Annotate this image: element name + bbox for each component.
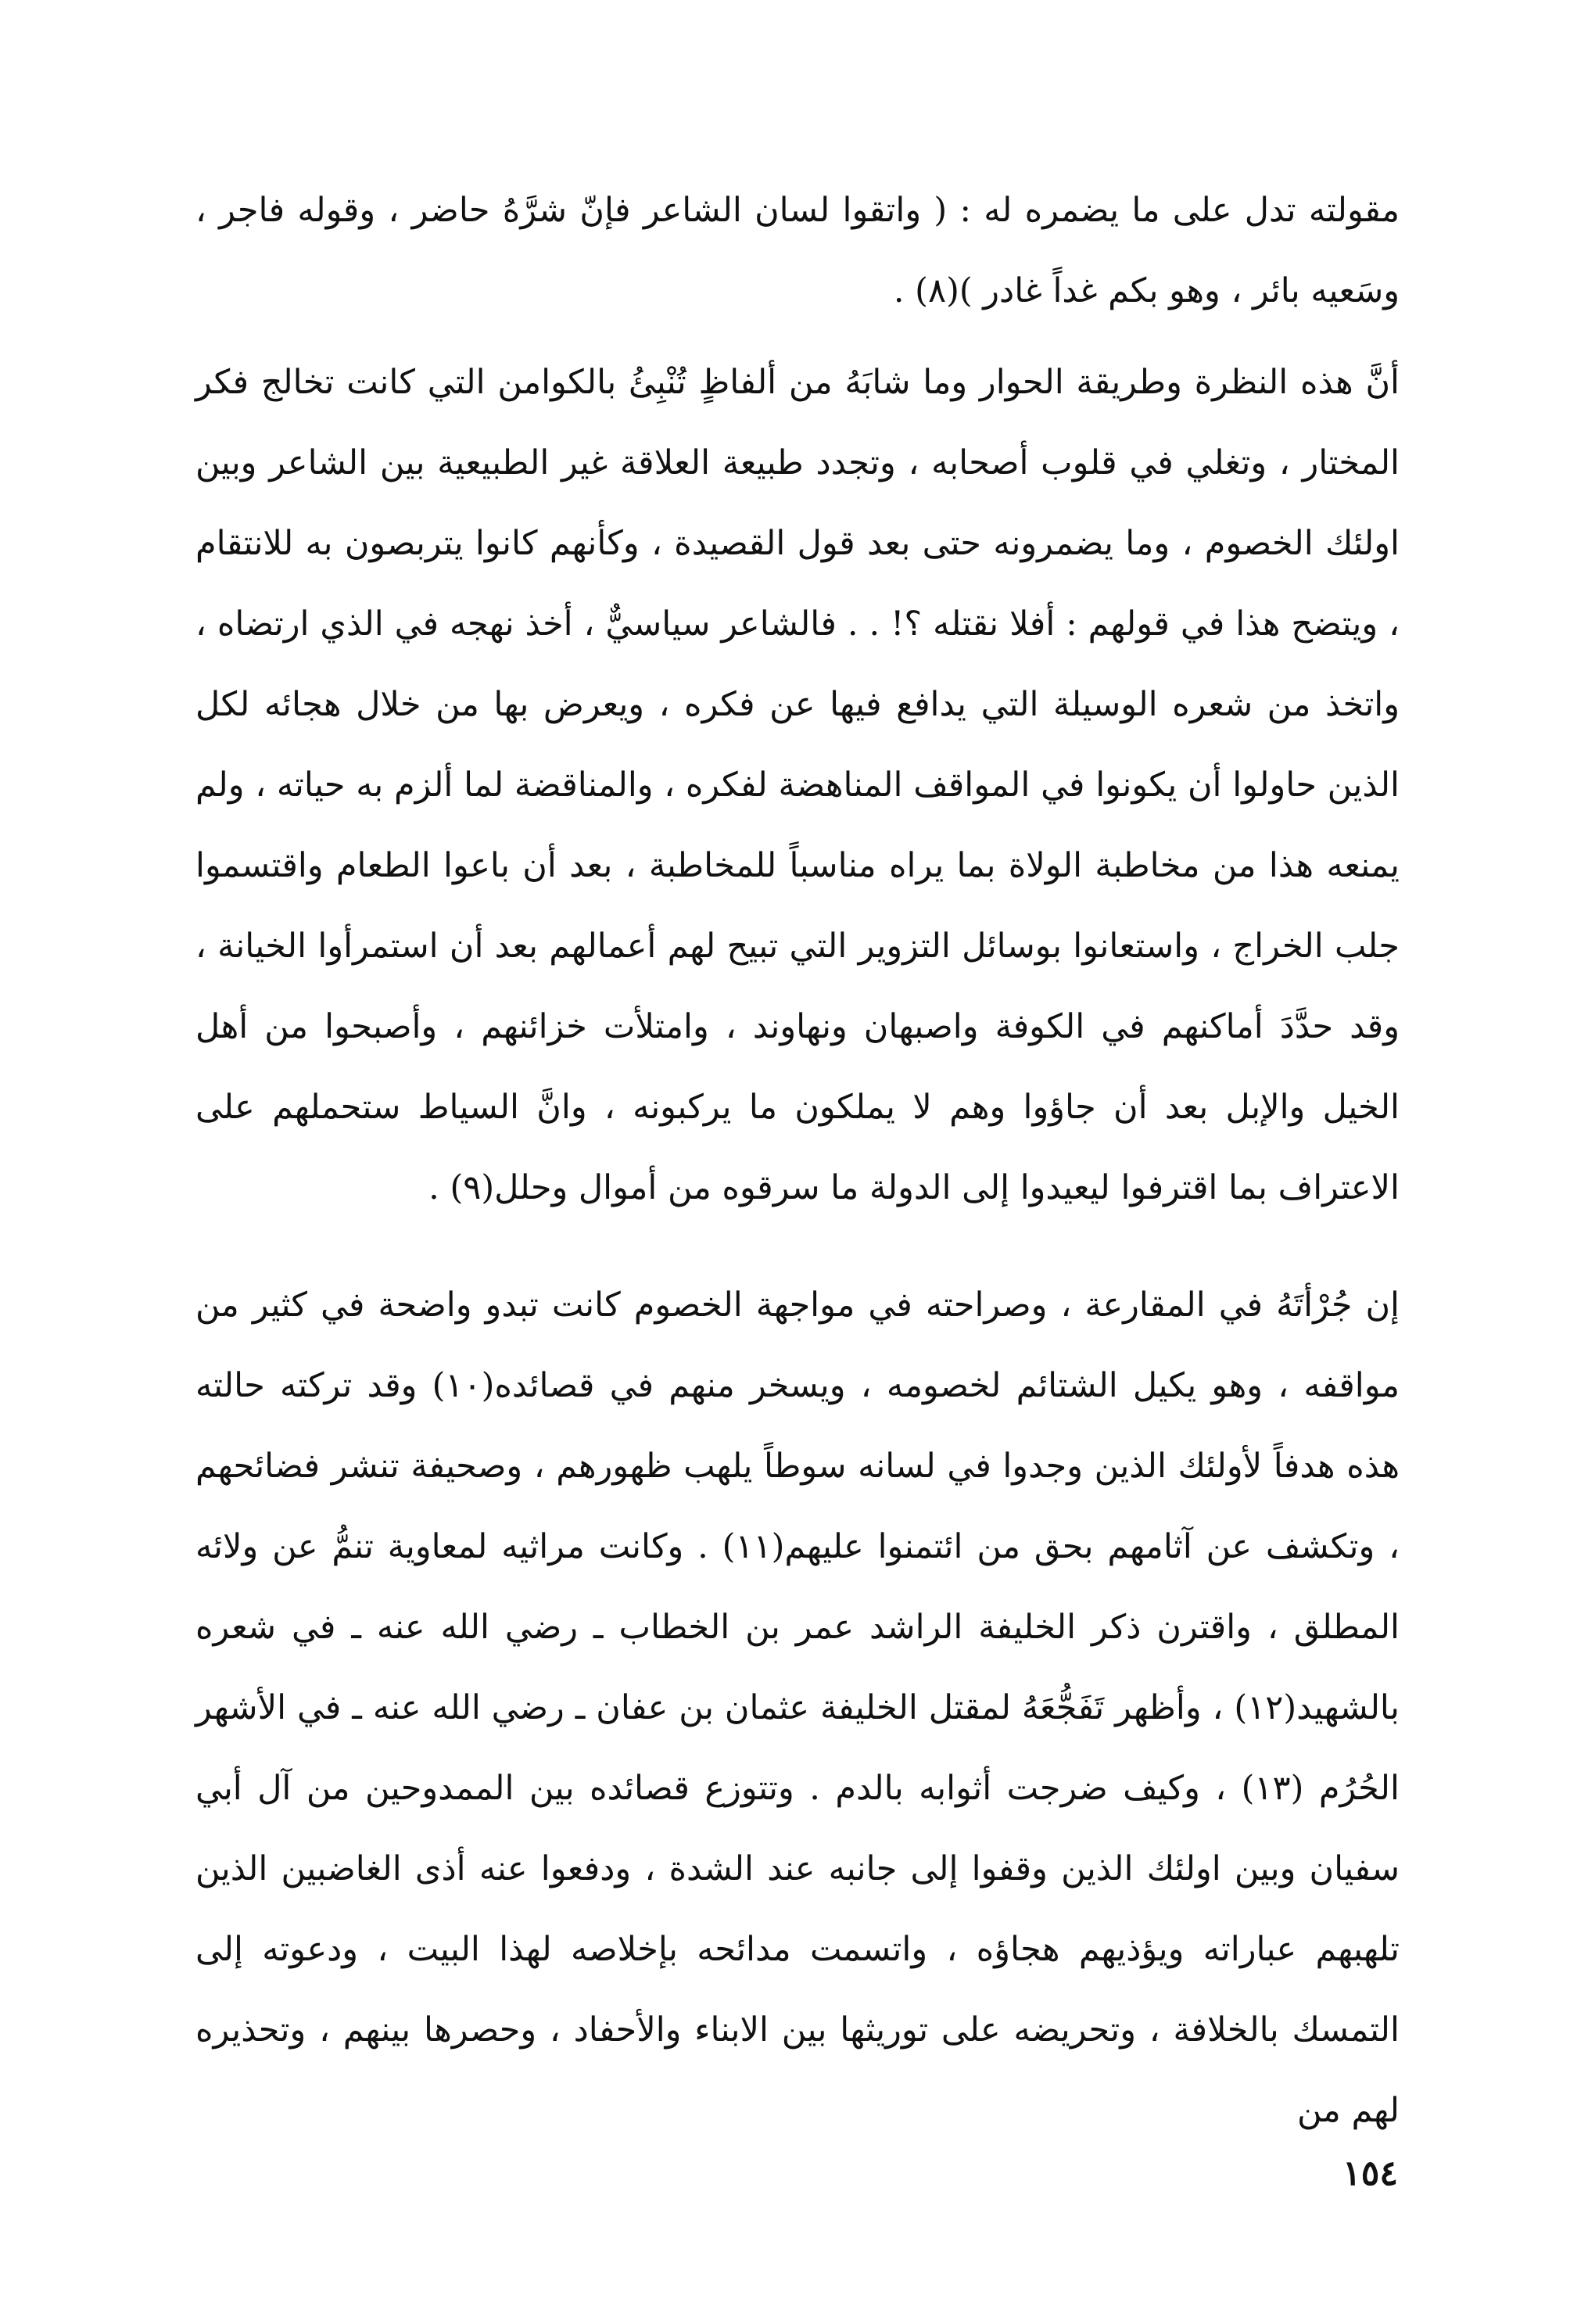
- paragraph-1: مقولته تدل على ما يضمره له : ( واتقوا لسان الشاعر فإنّ شرَّهُ حاضر ، وقوله فاجر ، وسَعيه بائر ، وهو بكم غداً غادر )(٨) .: [195, 191, 1400, 310]
- paragraph-2-block: [195, 343, 1400, 1228]
- paragraph-3-block: [195, 1265, 1400, 2151]
- paragraph-1-block: [195, 170, 1400, 332]
- paragraph-2: أنَّ هذه النظرة وطريقة الحوار وما شابَهُ من ألفاظٍ تُنْبِئُ بالكوامن التي كانت تخالج فكر المختار ، وتغلي في قلوب أصحابه ، وتجدد طبيعة العلاقة غير الطبيعية بين الشاعر وبين اولئك الخصوم ، وما يضمرونه حتى بعد قول القصيدة ، وكأنهم كانوا يتربصون به للانتقام ، ويتضح هذا في قولهم : أفلا نقتله ؟! . . فالشاعر سياسيٌّ ، أخذ نهجه في الذي ارتضاه ، واتخذ من شعره الوسيلة التي يدافع فيها عن فكره ، ويعرض بها من خلال هجائه لكل الذين حاولوا أن يكونوا في المواقف المناهضة لفكره ، والمناقضة لما ألزم به حياته ، ولم يمنعه هذا من مخاطبة الولاة بما يراه مناسباً للمخاطبة ، بعد أن باعوا الطعام واقتسموا جلب الخراج ، واستعانوا بوسائل التزوير التي تبيح لهم أعمالهم بعد أن استمرأوا الخيانة ، وقد حدَّدَ أماكنهم في الكوفة واصبهان ونهاوند ، وامتلأت خزائنهم ، وأصبحوا من أهل الخيل والإبل بعد أن جاؤوا وهم لا يملكون ما يركبونه ، وانَّ السياط ستحملهم على الاعتراف بما اقترفوا ليعيدوا إلى الدولة ما سرقوه من أموال وحلل(٩) .: [195, 363, 1400, 1207]
- paragraph-3: إن جُرْأتَهُ في المقارعة ، وصراحته في مواجهة الخصوم كانت تبدو واضحة في كثير من مواقفه ، وهو يكيل الشتائم لخصومه ، ويسخر منهم في قصائده(١٠) وقد تركته حالته هذه هدفاً لأولئك الذين وجدوا في لسانه سوطاً يلهب ظهورهم ، وصحيفة تنشر فضائحهم ، وتكشف عن آثامهم بحق من ائتمنوا عليهم(١١) . وكانت مراثيه لمعاوية تنمُّ عن ولائه المطلق ، واقترن ذكر الخليفة الراشد عمر بن الخطاب ـ رضي الله عنه ـ في شعره بالشهيد(١٢) ، وأظهر تَفَجُّعَهُ لمقتل الخليفة عثمان بن عفان ـ رضي الله عنه ـ في الأشهر الحُرُم (١٣) ، وكيف ضرجت أثوابه بالدم . وتتوزع قصائده بين الممدوحين من آل أبي سفيان وبين اولئك الذين وقفوا إلى جانبه عند الشدة ، ودفعوا عنه أذى الغاضبين الذين تلهبهم عباراته ويؤذيهم هجاؤه ، واتسمت مدائحه بإخلاصه لهذا البيت ، ودعوته إلى التمسك بالخلافة ، وتحريضه على توريثها بين الابناء والأحفاد ، وحصرها بينهم ، وتحذيره لهم من: [195, 1286, 1400, 2130]
- page-number: ١٥٤: [1342, 2154, 1398, 2193]
